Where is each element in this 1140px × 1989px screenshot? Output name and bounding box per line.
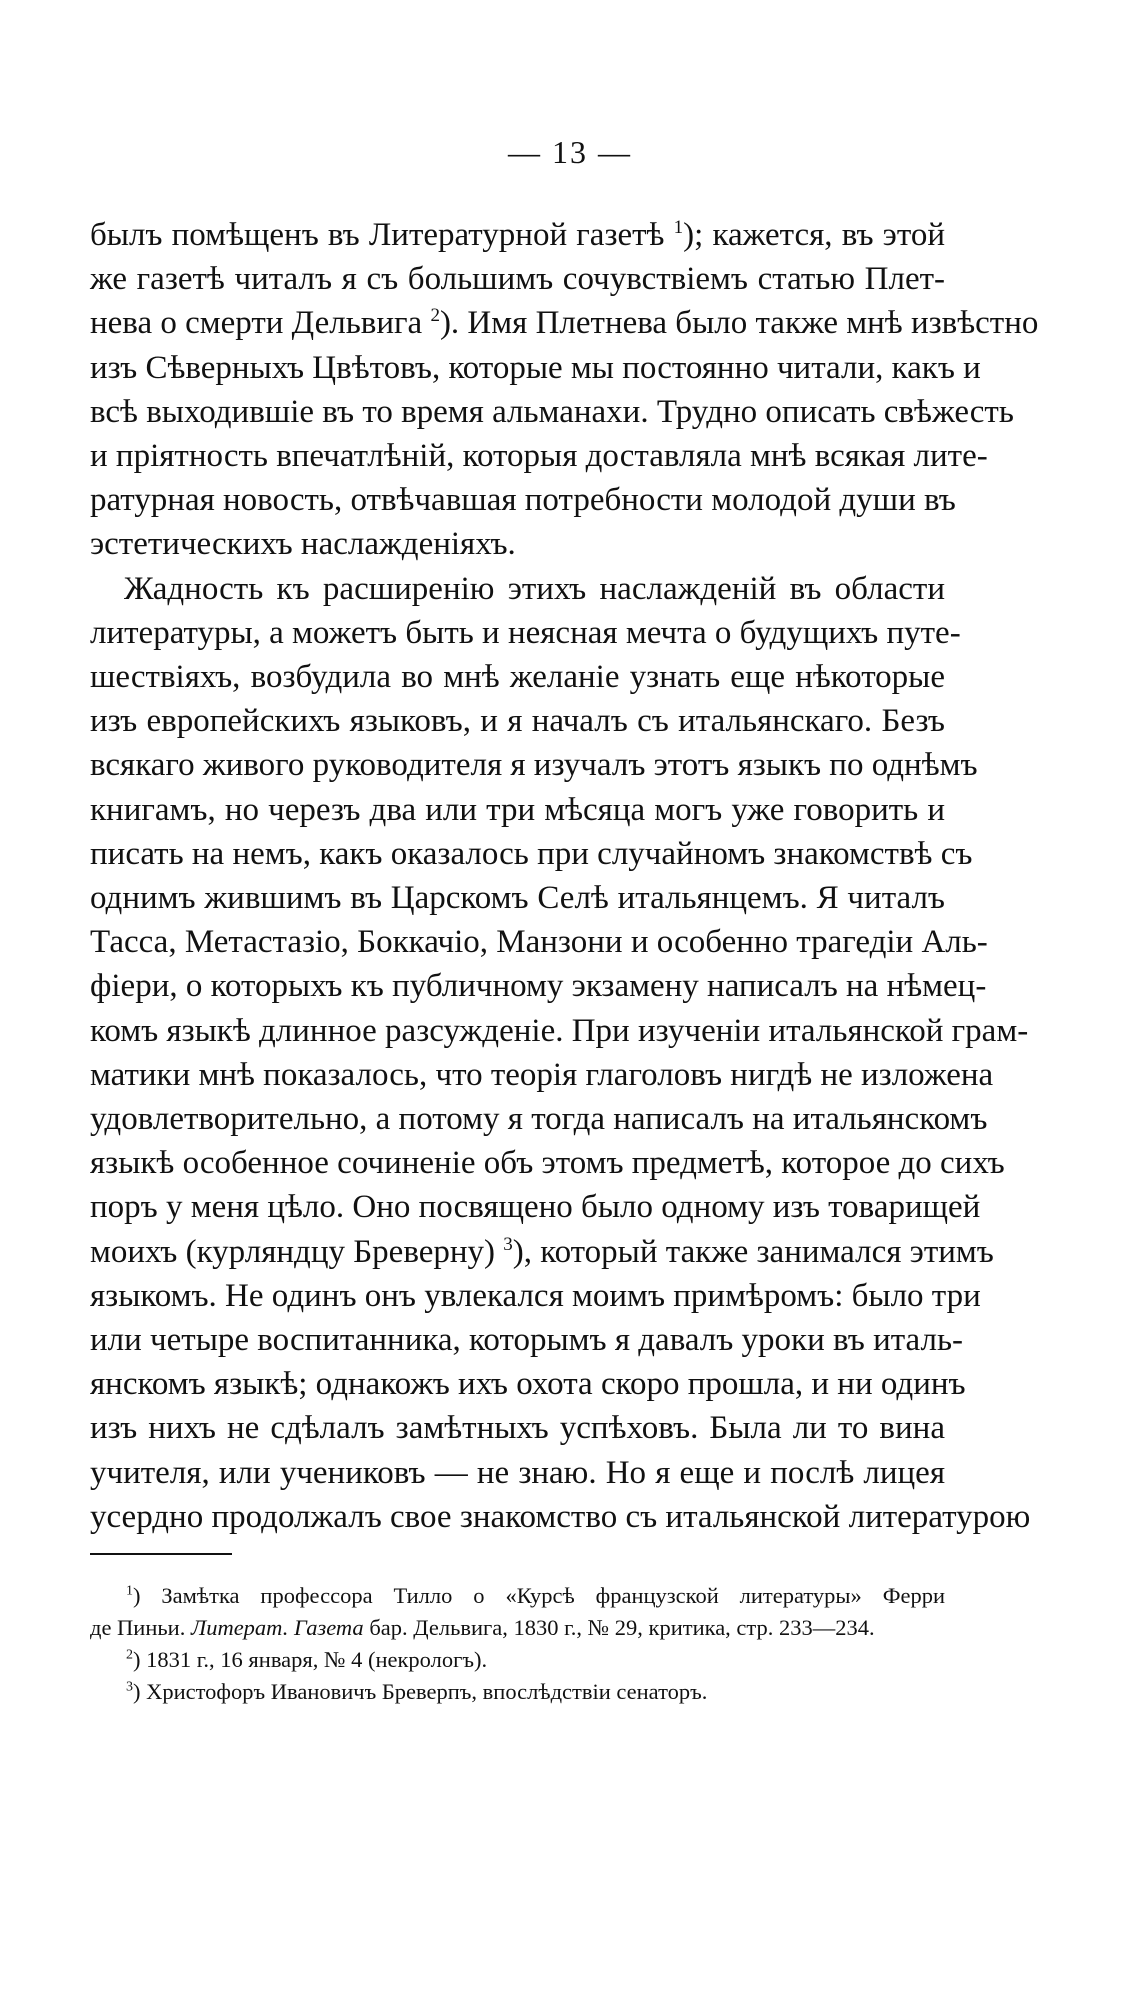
text-line (90, 743, 978, 787)
footnote-2-text: ) 1831 г., 16 января, № 4 (некрологъ). (133, 1647, 488, 1672)
text-line (90, 964, 987, 1008)
text-line (90, 1141, 1005, 1185)
line-text: моихъ (курляндцу Бреверну) (90, 1233, 504, 1270)
text-line (90, 346, 981, 390)
text-line (90, 257, 945, 301)
footnote-divider (90, 1553, 232, 1555)
line-text: всякаго живого руководителя я изучалъ этотъ языкъ по однѣмъ (90, 747, 978, 784)
footnotes (90, 1580, 945, 1708)
footnote-1-line-1 (90, 1580, 945, 1612)
line-text-after: ). Имя Плетнева было также мнѣ извѣстно (439, 305, 1039, 342)
line-text: Тасса, Метастазіо, Боккачіо, Манзони и особенно трагедіи Аль- (90, 924, 988, 961)
line-text: изъ Сѣверныхъ Цвѣтовъ, которые мы постоянно читали, какъ и (90, 349, 981, 386)
text-line (90, 1053, 994, 1097)
text-line (90, 1185, 981, 1229)
line-text: же газетѣ читалъ я съ большимъ сочувствіемъ статью Плет- (90, 261, 945, 298)
footnote-1-text-a: де Пиньи. (90, 1615, 191, 1640)
line-text: языкомъ. Не одинъ онъ увлекался моимъ примѣромъ: было три (90, 1277, 981, 1314)
footnote-3 (90, 1676, 945, 1708)
line-text: фіери, о которыхъ къ публичному экзамену написалъ на нѣмец- (90, 968, 987, 1005)
text-line (90, 1495, 1031, 1539)
text-line (90, 699, 945, 743)
text-line (90, 1274, 981, 1318)
footnote-reference: 1 (673, 217, 684, 238)
footnote-reference: 2 (430, 305, 440, 327)
text-line (90, 1097, 988, 1141)
line-text: ратурная новость, отвѣчавшая потребности молодой души въ (90, 482, 956, 519)
text-line (90, 301, 1039, 345)
text-line (90, 1318, 964, 1362)
line-text: всѣ выходившіе въ то время альманахи. Трудно описать свѣжесть (90, 393, 1014, 430)
text-line (90, 611, 961, 655)
text-line (90, 832, 973, 876)
line-text: и пріятность впечатлѣній, которыя доставляла мнѣ всякая лите- (90, 438, 988, 475)
line-text: усердно продолжалъ свое знакомство съ итальянской литературою (90, 1498, 1031, 1535)
line-text: былъ помѣщенъ въ Литературной газетѣ (90, 217, 674, 253)
text-line (90, 1362, 966, 1406)
text-line (90, 1406, 945, 1450)
line-text: комъ языкѣ длинное разсужденіе. При изученіи итальянской грам- (90, 1012, 1029, 1049)
line-text: шествіяхъ, возбудила во мнѣ желаніе узнать еще нѣкоторые (90, 659, 945, 696)
line-text: удовлетворительно, а потому я тогда написалъ на итальянскомъ (90, 1101, 988, 1138)
text-line (90, 567, 945, 611)
paragraph (90, 567, 1031, 1539)
text-line (90, 876, 945, 920)
footnote-1-line-2 (90, 1612, 945, 1644)
line-text: однимъ жившимъ въ Царскомъ Селѣ итальянцемъ. Я читалъ (90, 880, 945, 917)
line-text: книгамъ, но черезъ два или три мѣсяца могъ уже говорить и (90, 791, 945, 828)
line-text: поръ у меня цѣло. Оно посвящено было одному изъ товарищей (90, 1189, 981, 1226)
footnote-1-italic-title: Литерат. Газета (190, 1615, 364, 1640)
footnote-2 (90, 1644, 945, 1676)
line-text: писать на немъ, какъ оказалось при случайномъ знакомствѣ съ (90, 835, 973, 872)
footnote-1-text: ) Замѣтка профессора Тилло о «Курсѣ французской литературы» Ферри (133, 1583, 945, 1608)
footnote-reference: 3 (503, 1233, 513, 1255)
footnote-1-text-b: бар. Дельвига, 1830 г., № 29, критика, стр. 233—234. (363, 1615, 875, 1640)
paragraph (90, 213, 1039, 567)
text-line (90, 390, 1014, 434)
line-text: матики мнѣ показалось, что теорія глаголовъ нигдѣ не изложена (90, 1056, 994, 1093)
text-line (90, 478, 956, 522)
text-line (90, 1451, 945, 1495)
line-text: учителя, или учениковъ — не знаю. Но я еще и послѣ лицея (90, 1454, 945, 1491)
footnote-1-mark: 1 (126, 1583, 133, 1599)
text-line (90, 1230, 994, 1274)
line-text: янскомъ языкѣ; однакожъ ихъ охота скоро прошла, и ни одинъ (90, 1366, 966, 1403)
text-line (90, 1009, 1029, 1053)
footnote-2-mark: 2 (126, 1647, 133, 1663)
text-line (90, 655, 945, 699)
line-text: изъ европейскихъ языковъ, и я началъ съ итальянскаго. Безъ (90, 703, 945, 740)
main-text (90, 213, 1039, 1539)
text-line (90, 522, 945, 566)
line-text-after: ); кажется, въ этой (683, 217, 945, 253)
line-text: языкѣ особенное сочиненіе объ этомъ предметѣ, которое до сихъ (90, 1145, 1005, 1182)
line-text-after: ), который также занимался этимъ (512, 1233, 994, 1270)
footnote-3-mark: 3 (126, 1679, 133, 1695)
text-line (90, 434, 988, 478)
line-text: нева о смерти Дельвига (90, 305, 431, 342)
text-line (90, 920, 988, 964)
line-text: эстетическихъ наслажденіяхъ. (90, 526, 516, 563)
line-text: Жадность къ расширенію этихъ наслажденій въ области (124, 570, 945, 607)
line-text: или четыре воспитанника, которымъ я давалъ уроки въ италь- (90, 1322, 964, 1359)
text-line (90, 213, 945, 257)
footnote-3-text: ) Христофоръ Ивановичъ Бреверпъ, впослѣдствіи сенаторъ. (133, 1679, 708, 1704)
text-line (90, 788, 945, 832)
page-number: — 13 — (508, 134, 632, 170)
line-text: изъ нихъ не сдѣлалъ замѣтныхъ успѣховъ. Была ли то вина (90, 1410, 945, 1447)
line-text: литературы, а можетъ быть и неясная мечта о будущихъ путе- (90, 614, 961, 651)
